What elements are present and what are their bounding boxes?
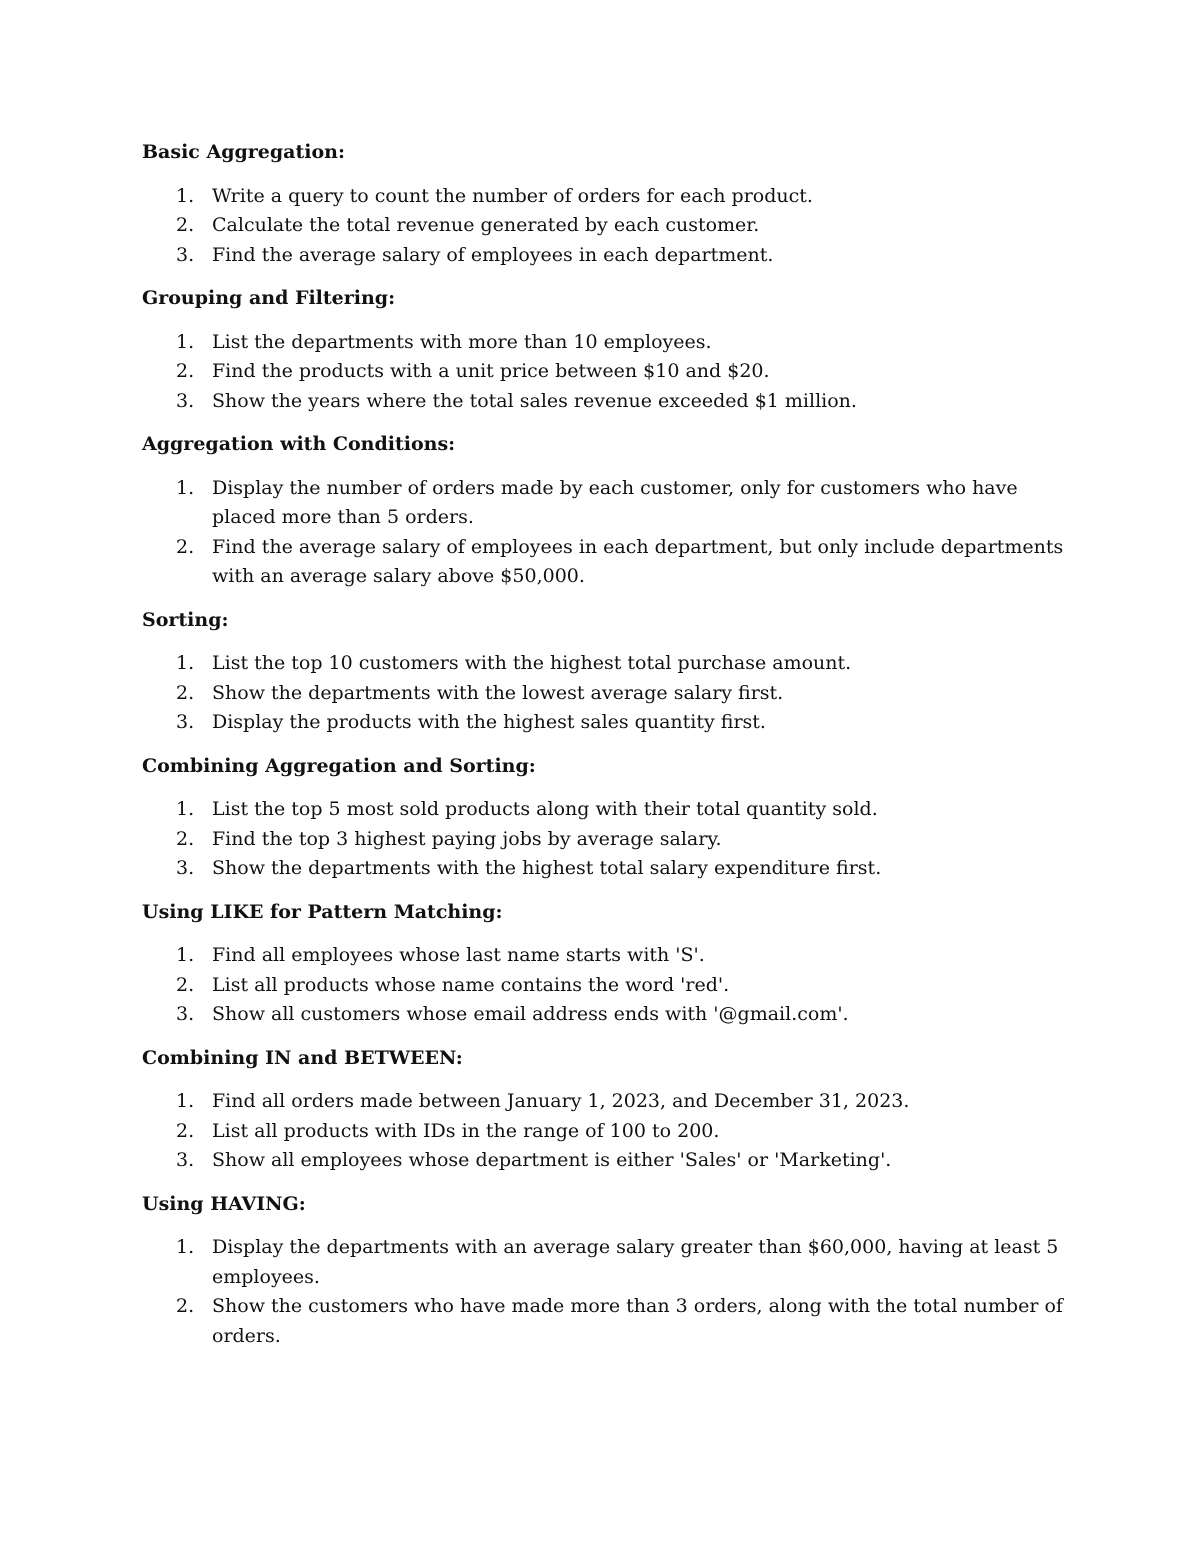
list-item-text: Show the departments with the highest total salary expenditure first. (212, 857, 882, 879)
list-item-number: 2. (176, 214, 195, 236)
list-item-text: Show the departments with the lowest average salary first. (212, 681, 784, 704)
list-item (142, 1233, 1077, 1292)
list-item-number: 1. (176, 1090, 195, 1112)
list-item (142, 1000, 1077, 1030)
list-item (142, 825, 1077, 855)
section-basic-aggregation (142, 138, 1077, 270)
list-item-text: Find the top 3 highest paying jobs by average salary. (212, 827, 722, 850)
list-item-text: Display the departments with an average salary greater than $60,000, having at least 5 employees. (212, 1236, 1059, 1288)
section-heading: Using HAVING: (142, 1192, 306, 1215)
list-item (142, 649, 1077, 679)
section-aggregation-conditions (142, 430, 1077, 592)
list-item-number: 1. (176, 1236, 195, 1258)
list-item-text: Find the average salary of employees in each department, but only include departments with an average salary above $50,000. (212, 535, 1064, 587)
section-heading: Combining IN and BETWEEN: (142, 1046, 463, 1069)
list-item-number: 2. (176, 360, 195, 382)
list-item (142, 357, 1077, 387)
list-item (142, 533, 1077, 592)
question-list (142, 649, 1077, 738)
section-sorting (142, 606, 1077, 738)
list-item-text: List all products whose name contains the word 'red'. (212, 973, 730, 996)
list-item (142, 795, 1077, 825)
section-heading: Sorting: (142, 608, 229, 631)
section-combining-aggregation-sorting (142, 752, 1077, 884)
list-item-number: 3. (176, 389, 195, 412)
list-item-number: 3. (176, 711, 195, 733)
list-item (142, 971, 1077, 1001)
section-in-between (142, 1044, 1077, 1176)
section-heading: Combining Aggregation and Sorting: (142, 754, 536, 777)
list-item (142, 328, 1077, 358)
list-item (142, 854, 1077, 884)
section-heading: Aggregation with Conditions: (142, 433, 456, 455)
question-list (142, 941, 1077, 1030)
list-item (142, 211, 1077, 241)
question-list (142, 328, 1077, 417)
list-item-number: 2. (176, 681, 195, 704)
list-item-text: Show the customers who have made more than 3 orders, along with the total number of orders. (212, 1295, 1063, 1347)
list-item (142, 679, 1077, 709)
document-page (142, 138, 1077, 1365)
list-item-text: Write a query to count the number of orders for each product. (212, 184, 813, 207)
list-item-text: Display the number of orders made by each customer, only for customers who have placed more than 5 orders. (212, 476, 1018, 528)
question-list (142, 182, 1077, 271)
section-like-pattern-matching (142, 898, 1077, 1030)
list-item-number: 3. (176, 1149, 195, 1171)
list-item-text: List the top 10 customers with the highest total purchase amount. (212, 652, 852, 674)
list-item-number: 2. (176, 535, 195, 558)
list-item-text: Show the years where the total sales revenue exceeded $1 million. (212, 389, 857, 412)
list-item (142, 941, 1077, 971)
list-item (142, 1292, 1077, 1351)
list-item-text: Find the average salary of employees in each department. (212, 243, 774, 266)
question-list (142, 1087, 1077, 1176)
list-item-text: Find the products with a unit price between $10 and $20. (212, 360, 770, 382)
question-list (142, 1233, 1077, 1351)
list-item (142, 1117, 1077, 1147)
question-list (142, 474, 1077, 592)
list-item (142, 708, 1077, 738)
section-heading: Basic Aggregation: (142, 141, 345, 163)
list-item-text: Calculate the total revenue generated by each customer. (212, 214, 760, 236)
list-item-number: 1. (176, 944, 195, 966)
list-item-number: 1. (176, 476, 195, 499)
section-heading: Grouping and Filtering: (142, 287, 396, 309)
list-item (142, 474, 1077, 533)
list-item-number: 2. (176, 1119, 195, 1142)
question-list (142, 795, 1077, 884)
list-item-text: Find all employees whose last name starts with 'S'. (212, 944, 705, 966)
list-item-number: 3. (176, 243, 195, 266)
list-item (142, 387, 1077, 417)
list-item-text: Show all employees whose department is either 'Sales' or 'Marketing'. (212, 1149, 892, 1171)
list-item (142, 1146, 1077, 1176)
list-item-number: 1. (176, 652, 195, 674)
list-item (142, 1087, 1077, 1117)
list-item (142, 241, 1077, 271)
list-item-number: 2. (176, 827, 195, 850)
section-having (142, 1190, 1077, 1352)
list-item-text: Find all orders made between January 1, 2023, and December 31, 2023. (212, 1090, 910, 1112)
list-item-number: 2. (176, 973, 195, 996)
list-item (142, 182, 1077, 212)
list-item-number: 3. (176, 1003, 195, 1025)
list-item-text: List the top 5 most sold products along with their total quantity sold. (212, 798, 878, 820)
list-item-number: 3. (176, 857, 195, 879)
section-grouping-filtering (142, 284, 1077, 416)
list-item-text: Show all customers whose email address ends with '@gmail.com'. (212, 1003, 849, 1025)
list-item-number: 2. (176, 1295, 195, 1317)
list-item-number: 1. (176, 798, 195, 820)
list-item-number: 1. (176, 330, 195, 353)
list-item-text: List the departments with more than 10 employees. (212, 330, 712, 353)
list-item-number: 1. (176, 184, 195, 207)
section-heading: Using LIKE for Pattern Matching: (142, 900, 503, 923)
list-item-text: Display the products with the highest sales quantity first. (212, 711, 766, 733)
list-item-text: List all products with IDs in the range of 100 to 200. (212, 1119, 720, 1142)
